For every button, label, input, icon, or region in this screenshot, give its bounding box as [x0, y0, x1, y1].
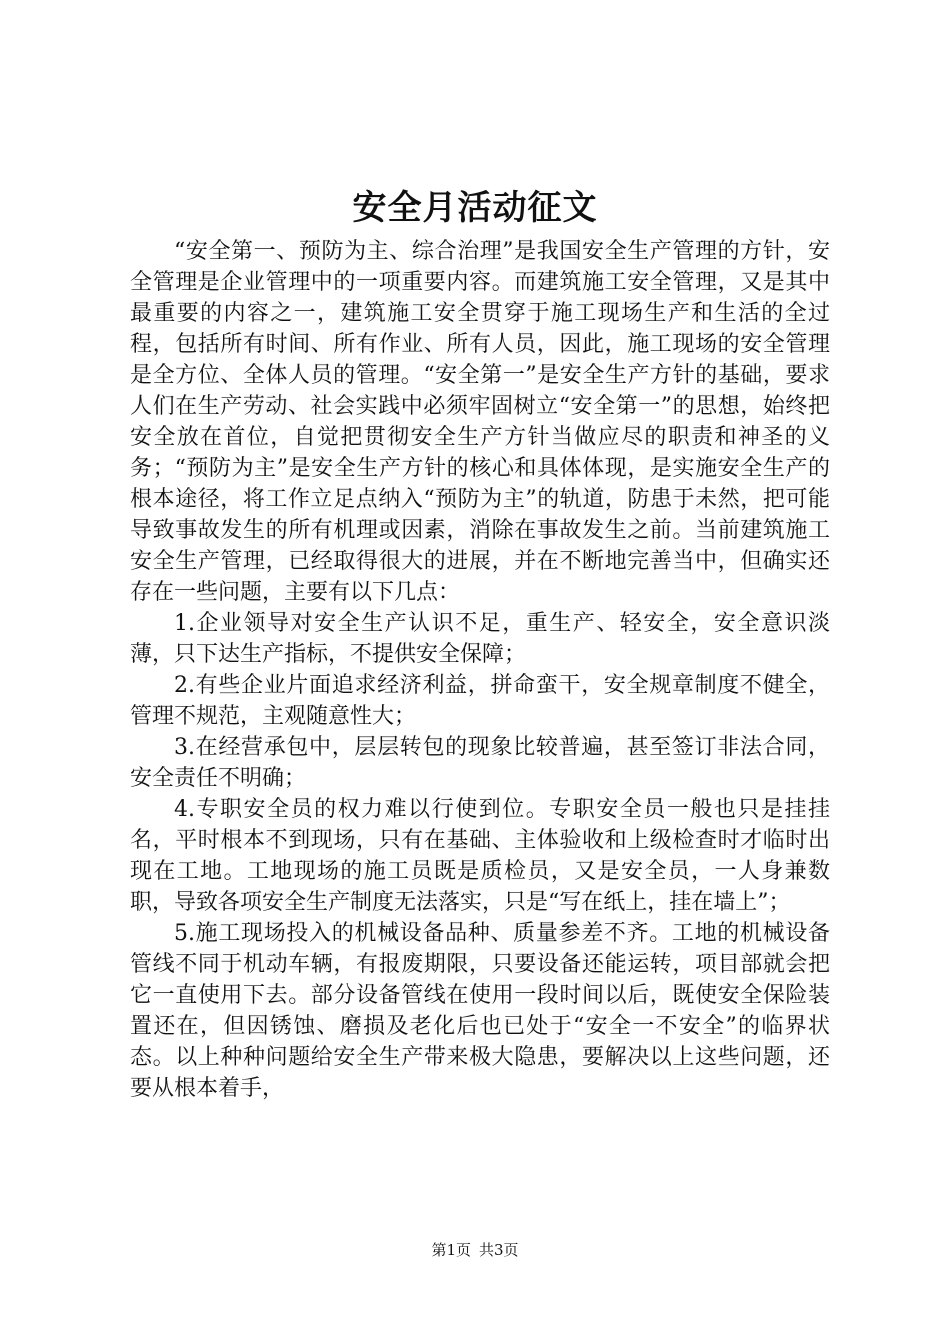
- page-total: 共3页: [479, 1241, 519, 1259]
- paragraph-item-3: 3.在经营承包中，层层转包的现象比较普遍，甚至签订非法合同，安全责任不明确；: [130, 735, 830, 791]
- page-footer: [0, 1240, 950, 1260]
- document-body: [130, 236, 830, 1104]
- paragraph-item-4: 4.专职安全员的权力难以行使到位。专职安全员一般也只是挂挂名，平时根本不到现场，只有在基础、主体验收和上级检查时才临时出现在工地。工地现场的施工员既是质检员，又是安全员，一人身兼数职，导致各项安全生产制度无法落实，只是“写在纸上，挂在墙上”；: [130, 797, 830, 915]
- paragraph-intro: “安全第一、预防为主、综合治理”是我国安全生产管理的方针，安全管理是企业管理中的一项重要内容。而建筑施工安全管理，又是其中最重要的内容之一，建筑施工安全贯穿于施工现场生产和生活的全过程，包括所有时间、所有作业、所有人员，因此，施工现场的安全管理是全方位、全体人员的管理。“安全第一”是安全生产方针的基础，要求人们在生产劳动、社会实践中必须牢固树立“安全第一”的思想，始终把安全放在首位，自觉把贯彻安全生产方针当做应尽的职责和神圣的义务；“预防为主”是安全生产方针的核心和具体体现，是实施安全生产的根本途径，将工作立足点纳入“预防为主”的轨道，防患于未然，把可能导致事故发生的所有机理或因素，消除在事故发生之前。当前建筑施工安全生产管理，已经取得很大的进展，并在不断地完善当中，但确实还存在一些问题，主要有以下几点：: [130, 239, 830, 605]
- paragraph-item-1: 1.企业领导对安全生产认识不足，重生产、轻安全，安全意识淡薄，只下达生产指标，不提供安全保障；: [130, 611, 830, 667]
- paragraph-item-2: 2.有些企业片面追求经济利益，拼命蛮干，安全规章制度不健全，管理不规范，主观随意性大；: [130, 673, 830, 729]
- page-number: 第1页: [431, 1241, 471, 1259]
- document-title: 安全月活动征文: [352, 188, 598, 228]
- paragraph-item-5: 5.施工现场投入的机械设备品种、质量参差不齐。工地的机械设备管线不同于机动车辆，有报废期限，只要设备还能运转，项目部就会把它一直使用下去。部分设备管线在使用一段时间以后，既使安全保险装置还在，但因锈蚀、磨损及老化后也已处于“安全一不安全”的临界状态。以上种种问题给安全生产带来极大隐患，要解决以上这些问题，还要从根本着手，: [130, 921, 830, 1101]
